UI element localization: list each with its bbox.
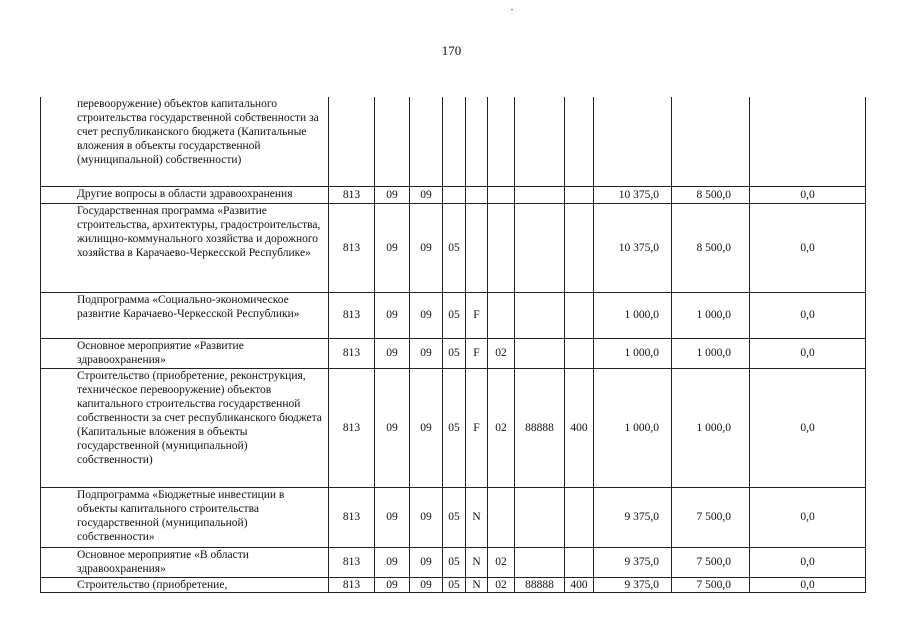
cell-gp: 05 — [443, 368, 466, 487]
cell-nr — [515, 338, 565, 368]
cell-sum-3: 0,0 — [750, 338, 866, 368]
cell-sum-2: 7 500,0 — [672, 547, 750, 577]
table-row — [41, 338, 866, 368]
cell-om — [488, 487, 515, 547]
cell-vr — [565, 203, 594, 292]
cell-sum-1: 1 000,0 — [594, 338, 672, 368]
cell-ved: 813 — [329, 338, 375, 368]
cell-gp — [443, 186, 466, 203]
cell-rz: 09 — [375, 487, 410, 547]
cell-sum-1: 10 375,0 — [594, 203, 672, 292]
cell-pr: 09 — [410, 338, 443, 368]
cell-pr: 09 — [410, 547, 443, 577]
cell-pp: F — [466, 292, 488, 338]
cell-pp: N — [466, 547, 488, 577]
table-row — [41, 203, 866, 292]
cell-rz: 09 — [375, 338, 410, 368]
cell-pp: N — [466, 487, 488, 547]
cell-ved: 813 — [329, 292, 375, 338]
cell-pp: F — [466, 368, 488, 487]
cell-rz: 09 — [375, 186, 410, 203]
cell-nr — [515, 292, 565, 338]
row-name: Строительство (приобретение, — [41, 577, 329, 592]
cell-gp: 05 — [443, 338, 466, 368]
cell-pp — [466, 97, 488, 186]
table-row — [41, 577, 866, 592]
cell-gp: 05 — [443, 292, 466, 338]
cell-gp: 05 — [443, 577, 466, 592]
row-name: Основное мероприятие «Развитие здравоохранения» — [41, 338, 329, 368]
cell-sum-1: 9 375,0 — [594, 577, 672, 592]
table-row — [41, 97, 866, 186]
table-row — [41, 487, 866, 547]
row-name: Основное мероприятие «В области здравоохранения» — [41, 547, 329, 577]
cell-rz: 09 — [375, 547, 410, 577]
cell-pr: 09 — [410, 577, 443, 592]
cell-gp: 05 — [443, 203, 466, 292]
cell-sum-3: 0,0 — [750, 186, 866, 203]
cell-ved: 813 — [329, 368, 375, 487]
cell-sum-2: 8 500,0 — [672, 186, 750, 203]
cell-pp — [466, 203, 488, 292]
cell-vr — [565, 487, 594, 547]
cell-pp: F — [466, 338, 488, 368]
cell-ved: 813 — [329, 186, 375, 203]
cell-sum-2: 7 500,0 — [672, 577, 750, 592]
cell-pr — [410, 97, 443, 186]
cell-ved: 813 — [329, 577, 375, 592]
cell-ved: 813 — [329, 547, 375, 577]
cell-sum-3 — [750, 97, 866, 186]
cell-gp: 05 — [443, 547, 466, 577]
row-name: Подпрограмма «Социально-экономическое развитие Карачаево-Черкесской Республики» — [41, 292, 329, 338]
cell-gp: 05 — [443, 487, 466, 547]
cell-nr — [515, 203, 565, 292]
cell-sum-3: 0,0 — [750, 577, 866, 592]
cell-sum-1: 10 375,0 — [594, 186, 672, 203]
table-row — [41, 292, 866, 338]
cell-rz: 09 — [375, 577, 410, 592]
cell-sum-1: 1 000,0 — [594, 368, 672, 487]
cell-om: 02 — [488, 577, 515, 592]
cell-sum-3: 0,0 — [750, 368, 866, 487]
cell-sum-2: 1 000,0 — [672, 292, 750, 338]
cell-nr: 88888 — [515, 368, 565, 487]
cell-om — [488, 203, 515, 292]
cell-ved: 813 — [329, 487, 375, 547]
row-name: Подпрограмма «Бюджетные инвестиции в объекты капитального строительства государственной (муниципальной) собственности» — [41, 487, 329, 547]
row-name: перевооружение) объектов капитального строительства государственной собственности за счет республиканского бюджета (Капитальные вложения в объекты государственной (муниципальной) собственности) — [41, 97, 329, 186]
cell-vr — [565, 338, 594, 368]
cell-sum-2: 8 500,0 — [672, 203, 750, 292]
cell-om — [488, 186, 515, 203]
cell-sum-1: 1 000,0 — [594, 292, 672, 338]
cell-om: 02 — [488, 547, 515, 577]
row-name: Строительство (приобретение, реконструкция, техническое перевооружение) объектов капитального строительства государственной собственности за счет республиканского бюджета (Капитальные вложения в объекты государственной (муниципальной) собственности) — [41, 368, 329, 487]
cell-sum-1: 9 375,0 — [594, 487, 672, 547]
cell-pr: 09 — [410, 203, 443, 292]
table-row — [41, 547, 866, 577]
row-name: Государственная программа «Развитие строительства, архитектуры, градостроительства, жилищно-коммунального хозяйства и дорожного хозяйства в Карачаево-Черкесской Республике» — [41, 203, 329, 292]
cell-vr: 400 — [565, 577, 594, 592]
scan-speck — [511, 9, 513, 10]
cell-pr: 09 — [410, 368, 443, 487]
cell-pr: 09 — [410, 292, 443, 338]
cell-om — [488, 97, 515, 186]
cell-sum-3: 0,0 — [750, 292, 866, 338]
cell-ved — [329, 97, 375, 186]
cell-om — [488, 292, 515, 338]
cell-nr — [515, 186, 565, 203]
cell-nr: 88888 — [515, 577, 565, 592]
table-row — [41, 368, 866, 487]
cell-sum-3: 0,0 — [750, 203, 866, 292]
budget-table — [40, 97, 866, 593]
page-number: 170 — [441, 43, 462, 58]
cell-gp — [443, 97, 466, 186]
cell-vr — [565, 292, 594, 338]
cell-sum-3: 0,0 — [750, 547, 866, 577]
cell-vr — [565, 97, 594, 186]
row-name: Другие вопросы в области здравоохранения — [41, 186, 329, 203]
cell-rz: 09 — [375, 368, 410, 487]
cell-sum-1 — [594, 97, 672, 186]
cell-nr — [515, 487, 565, 547]
cell-vr — [565, 547, 594, 577]
cell-sum-2: 1 000,0 — [672, 338, 750, 368]
cell-sum-2: 7 500,0 — [672, 487, 750, 547]
cell-pp: N — [466, 577, 488, 592]
cell-vr — [565, 186, 594, 203]
cell-sum-1: 9 375,0 — [594, 547, 672, 577]
cell-om: 02 — [488, 338, 515, 368]
cell-rz — [375, 97, 410, 186]
cell-pr: 09 — [410, 186, 443, 203]
cell-sum-3: 0,0 — [750, 487, 866, 547]
cell-rz: 09 — [375, 292, 410, 338]
cell-sum-2: 1 000,0 — [672, 368, 750, 487]
cell-vr: 400 — [565, 368, 594, 487]
cell-pr: 09 — [410, 487, 443, 547]
cell-nr — [515, 547, 565, 577]
cell-sum-2 — [672, 97, 750, 186]
cell-ved: 813 — [329, 203, 375, 292]
cell-rz: 09 — [375, 203, 410, 292]
cell-pp — [466, 186, 488, 203]
cell-nr — [515, 97, 565, 186]
table-row — [41, 186, 866, 203]
cell-om: 02 — [488, 368, 515, 487]
